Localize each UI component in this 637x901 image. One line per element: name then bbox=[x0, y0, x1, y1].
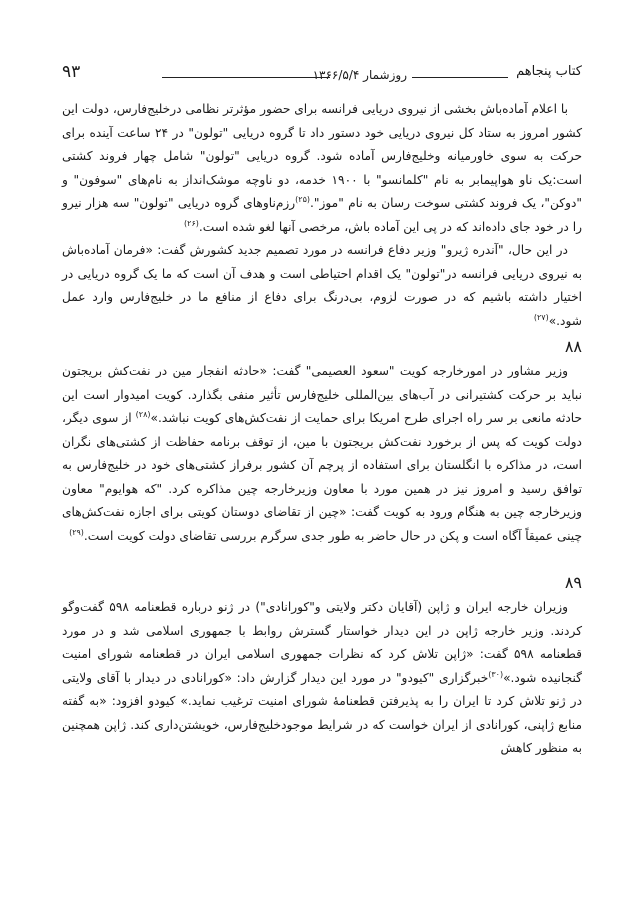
paragraph-text: در این حال، "آندره ژیرو" وزیر دفاع فرانسه در مورد تصمیم جدید کشورش گفت: «فرمان آماده‌باش به نیروی دریایی فرانسه در"تولون" یک اقدام احتیاطی است و هدف آن است که ما یک گروه دریایی در اختیار داشته باشیم که در صورت لزوم، بی‌درنگ برای دفاع از منافع ما در خلیج‌فارس وارد عمل شود.» bbox=[62, 243, 582, 328]
footnote-ref: (۲۶) bbox=[184, 218, 199, 228]
footnote-ref: (۲۷) bbox=[533, 312, 549, 322]
paragraph-text: خبرگزاری "کیودو" در مورد این دیدار گزارش داد: «کورانادی در دیدار با آقای ولایتی در ژنو تلاش کرد تا ایران را به پذیرفتن قطعنامهٔ شورای امنیت ترغیب نماید.» کیودو افزود: «به گفته منابع ژاپنی، کورانادی از ایران خواست که در شرایط موجودخلیج‌فارس، خویشتن‌داری کند. ژاپن همچنین به منظور کاهش bbox=[62, 670, 582, 755]
page-number: ۹۳ bbox=[62, 62, 81, 82]
book-title: کتاب پنجاهم bbox=[516, 64, 582, 79]
running-header bbox=[62, 64, 582, 86]
footnote-ref: (۲۹) bbox=[69, 527, 84, 537]
paragraph-text: با اعلام آماده‌باش بخشی از نیروی دریایی فرانسه برای حضور مؤثرتر نظامی درخلیج‌فارس، دولت این کشور امروز به ستاد کل نیروی دریایی خود دستور داد تا گروه دریایی "تولون" در ۲۴ ساعت آینده برای حرکت به سوی خاورمیانه وخلیج‌فارس آماده شود. گروه دریایی "تولون" شامل چهار فروند کشتی است:یک ناو هواپیمابر به نام "کلمانسو" با ۱۹۰۰ خدمه، دو ناوچه موشک‌انداز به نام‌های "سوفون" و "دوکن"، یک فروند کشتی سوخت رسان به نام "موز". bbox=[62, 102, 583, 210]
paragraph-section-88 bbox=[62, 360, 582, 548]
section-number-88: ۸۸ bbox=[564, 337, 582, 356]
paragraph-text: وزیران خارجه ایران و ژاپن (آقایان دکتر ولایتی و"کورانادی") در ژنو درباره قطعنامه ۵۹۸ گفت‌وگو کردند. وزیر خارجه ژاپن در این دیدار خواستار گسترش روابط با جمهوری اسلامی شد و در مورد قطعنامه ۵۹۸ گفت: «ژاپن تلاش کرد که نظرات جمهوری اسلامی ایران در قطعنامه شورای امنیت گنجانیده شود.» bbox=[62, 600, 582, 685]
paragraph-french-minister bbox=[62, 239, 582, 333]
footnote-ref: (۲۵) bbox=[295, 194, 311, 204]
paragraph-french-navy bbox=[62, 98, 582, 239]
header-rule-left bbox=[162, 77, 330, 78]
paragraph-section-89 bbox=[62, 596, 582, 761]
footnote-ref: (۳۰) bbox=[488, 669, 504, 679]
paragraph-text: وزیر مشاور در امورخارجه کویت "سعود العصیمی" گفت: «حادثه انفجار مین در نفت‌کش بریجتون نباید بر حرکت کشتیرانی در آب‌های بین‌المللی خلیج‌فارس تأثیر منفی بگذارد. کویت امیدوار است این حادثه مانعی بر سر راه اجرای طرح امریکا برای حمایت از نفت‌کش‌های کویت نباشد.» bbox=[62, 364, 583, 425]
section-number-89: ۸۹ bbox=[564, 573, 582, 592]
paragraph-text: رزم‌ناوهای گروه دریایی "تولون" سه هزار نیرو را در خود جای داده‌اند که در پی این آماده باش، مرخصی آنها لغو شده است. bbox=[62, 196, 582, 234]
header-rule-right bbox=[412, 77, 508, 78]
page-body bbox=[62, 98, 582, 761]
footnote-ref: (۲۸) bbox=[135, 409, 151, 419]
header-date: روزشمار ۱۳۶۶/۵/۴ bbox=[312, 68, 407, 82]
paragraph-text: از سوی دیگر، دولت کویت که پس از برخورد نفت‌کش بریجتون با مین، از توقف برنامه حفاظت از کشتی‌های نگران است، در مذاکره با انگلستان برای استفاده از پرچم آن کشور برفراز کشتی‌های خود در خلیج‌فارس به توافق رسید و امروز نیز در همین مورد با معاون وزیرخارجه چین مذاکره کرد. "که هوایوم" معاون وزیرخارجه چین به هنگام ورود به کویت گفت: «چین از تقاضای دوستان کویتی برای اجازه نفت‌کش‌های چینی عمیقاً آگاه است و پکن در حال حاضر به طور جدی سرگرم بررسی تقاضای دولت کویت است. bbox=[62, 411, 582, 543]
